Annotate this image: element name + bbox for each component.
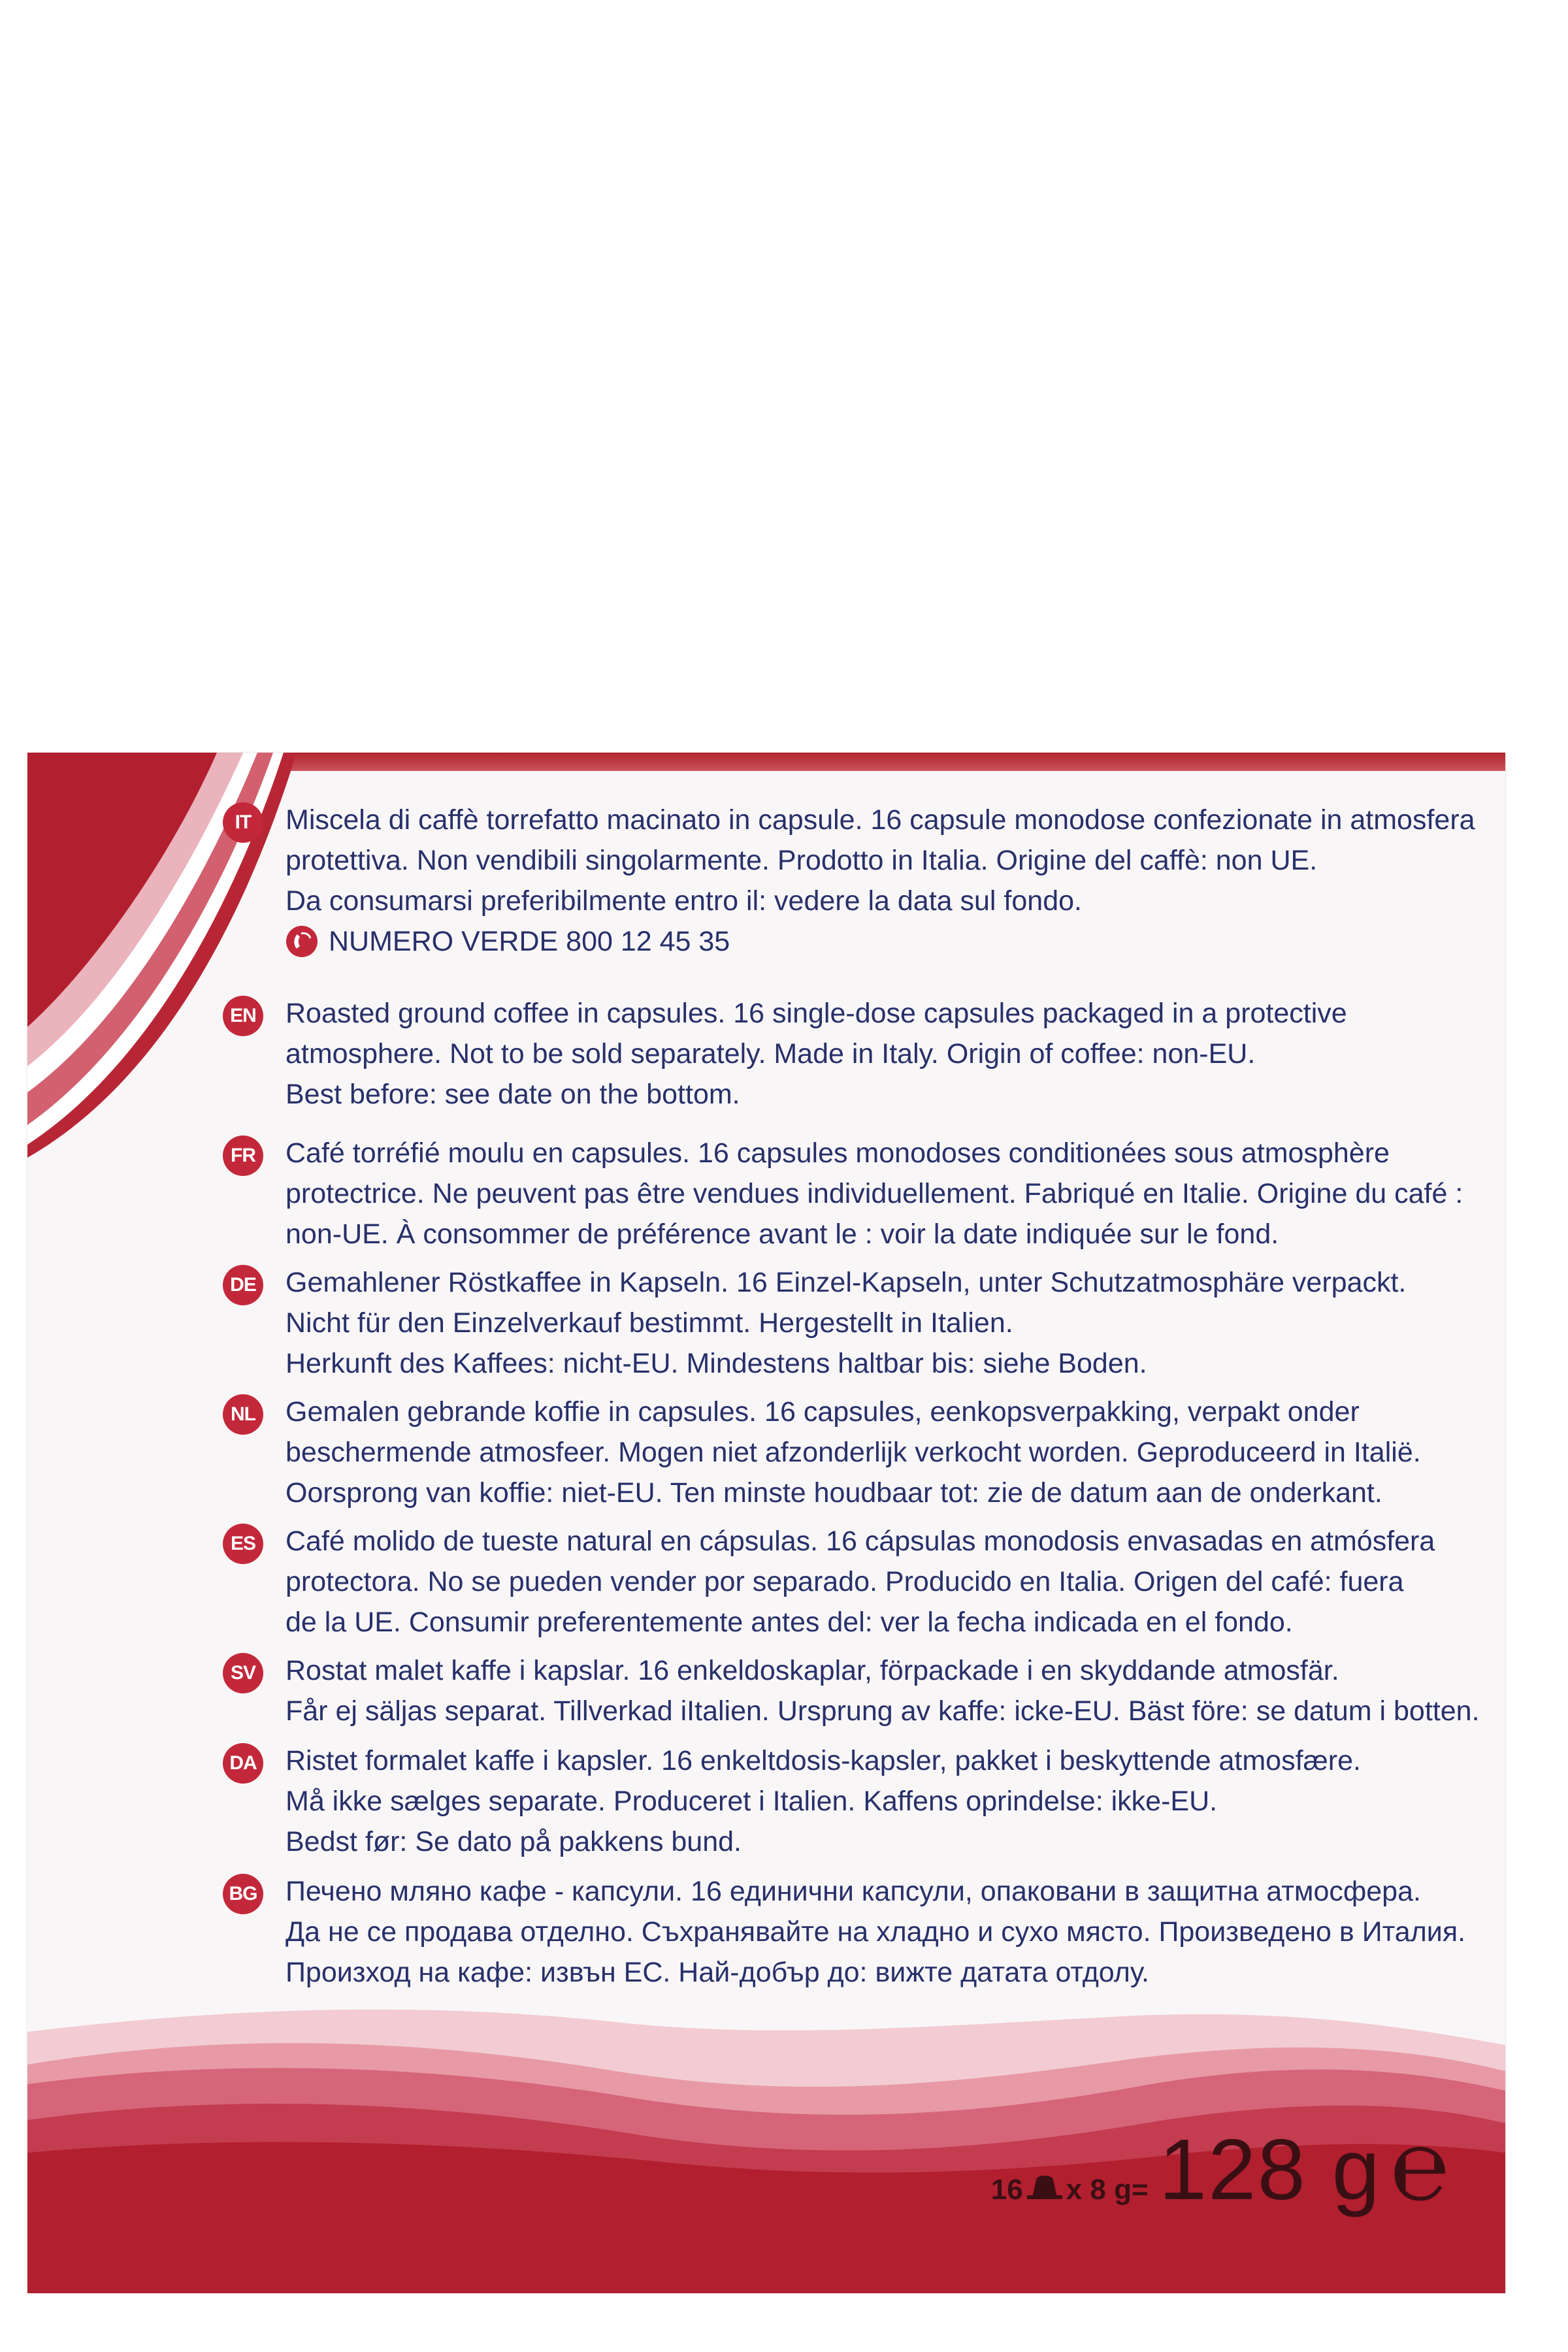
- language-badge-da: DA: [223, 1743, 263, 1784]
- text-line: protectora. No se pueden vender por separado. Producido en Italia. Origen del café: fuera: [286, 1566, 1404, 1597]
- language-badge-nl: NL: [223, 1394, 263, 1435]
- lang-block-da: [229, 1740, 1494, 1862]
- lang-block-nl: [231, 1392, 1494, 1513]
- lang-block-fr: [231, 1133, 1494, 1254]
- text-line: Gemahlener Röstkaffee in Kapseln. 16 Einzel-Kapseln, unter Schutzatmosphäre verpackt.: [286, 1267, 1407, 1298]
- text-line: Bedst før: Se dato på pakkens bund.: [286, 1826, 742, 1857]
- package-back-panel: [27, 753, 1505, 2293]
- text-line: de la UE. Consumir preferentemente antes del: ver la fecha indicada en el fondo.: [286, 1607, 1293, 1638]
- text-line: Café molido de tueste natural en cápsulas. 16 cápsulas monodosis envasadas en atmósfera: [286, 1526, 1435, 1557]
- lang-block-es: [230, 1521, 1494, 1642]
- net-weight: [991, 2110, 1449, 2223]
- lang-block-bg: [229, 1871, 1494, 1993]
- language-badge-de: DE: [223, 1265, 263, 1305]
- text-line: beschermende atmosfeer. Mogen niet afzonderlijk verkocht worden. Geproduceerd in Italië.: [286, 1437, 1421, 1468]
- text-line: non-UE. À consommer de préférence avant le : voir la date indiquée sur le fond.: [286, 1218, 1279, 1250]
- phone-line: [286, 921, 1494, 962]
- text-line: Ristet formalet kaffe i kapsler. 16 enkeltdosis-kapsler, pakket i beskyttende atmosfære.: [286, 1745, 1361, 1776]
- language-badge-it: IT: [223, 802, 263, 843]
- text-line: Произход на кафе: извън ЕС. Най-добър до: вижте датата отдолу.: [286, 1957, 1149, 1988]
- lang-block-it: [235, 800, 1494, 962]
- capsule-count: 16: [990, 2174, 1023, 2206]
- capsule-icon: [1026, 2172, 1064, 2199]
- text-line: Rostat malet kaffe i kapslar. 16 enkeldoskaplar, förpackade i en skyddande atmosfär.: [286, 1655, 1339, 1686]
- text-line: atmosphere. Not to be sold separately. Made in Italy. Origin of coffee: non-EU.: [286, 1038, 1256, 1070]
- lang-block-sv: [230, 1650, 1494, 1731]
- text-line: Miscela di caffè torrefatto macinato in capsule. 16 capsule monodose confezionate in atmosfera: [286, 804, 1475, 836]
- text-line: Roasted ground coffee in capsules. 16 single-dose capsules packaged in a protective: [286, 998, 1347, 1029]
- language-badge-bg: BG: [223, 1874, 263, 1914]
- text-line: Må ikke sælges separate. Produceret i Italien. Kaffens oprindelse: ikke-EU.: [286, 1786, 1218, 1817]
- text-line: protectrice. Ne peuvent pas être vendues individuellement. Fabriqué en Italie. Origine du café :: [286, 1178, 1463, 1209]
- language-badge-es: ES: [223, 1524, 263, 1564]
- lang-block-de: [230, 1262, 1494, 1384]
- estimated-sign: ℮: [1390, 2112, 1449, 2221]
- text-line: Nicht für den Einzelverkauf bestimmt. Hergestellt in Italien.: [286, 1307, 1013, 1339]
- total-weight: 128 g: [1158, 2121, 1381, 2217]
- text-line: Да не се продава отделно. Съхранявайте на хладно и сухо място. Произведено в Италия.: [286, 1916, 1466, 1948]
- phone-number-text: NUMERO VERDE 800 12 45 35: [329, 926, 730, 957]
- language-badge-fr: FR: [223, 1135, 263, 1176]
- per-capsule-weight: x 8 g=: [1066, 2174, 1149, 2206]
- text-line: Herkunft des Kaffees: nicht-EU. Mindestens haltbar bis: siehe Boden.: [286, 1348, 1147, 1379]
- text-line: Oorsprong van koffie: niet-EU. Ten minste houdbaar tot: zie de datum aan de onderkant.: [286, 1477, 1382, 1509]
- text-line: Gemalen gebrande koffie in capsules. 16 capsules, eenkopsverpakking, verpakt onder: [286, 1396, 1360, 1428]
- text-line: Får ej säljas separat. Tillverkad iItalien. Ursprung av kaffe: icke-EU. Bäst före: se datum i botten.: [286, 1695, 1480, 1727]
- lang-block-en: [230, 993, 1494, 1115]
- language-badge-en: EN: [223, 996, 263, 1036]
- text-line: protettiva. Non vendibili singolarmente. Prodotto in Italia. Origine del caffè: non UE.: [286, 845, 1318, 876]
- phone-handset-icon: [286, 925, 318, 958]
- text-line: Da consumarsi preferibilmente entro il: vedere la data sul fondo.: [286, 885, 1082, 917]
- text-line: Café torréfié moulu en capsules. 16 capsules monodoses conditionées sous atmosphère: [286, 1137, 1390, 1169]
- language-badge-sv: SV: [223, 1653, 263, 1693]
- text-line: Best before: see date on the bottom.: [286, 1079, 740, 1110]
- text-line: Печено мляно кафе - капсули. 16 единични капсули, опаковани в защитна атмосфера.: [286, 1876, 1421, 1907]
